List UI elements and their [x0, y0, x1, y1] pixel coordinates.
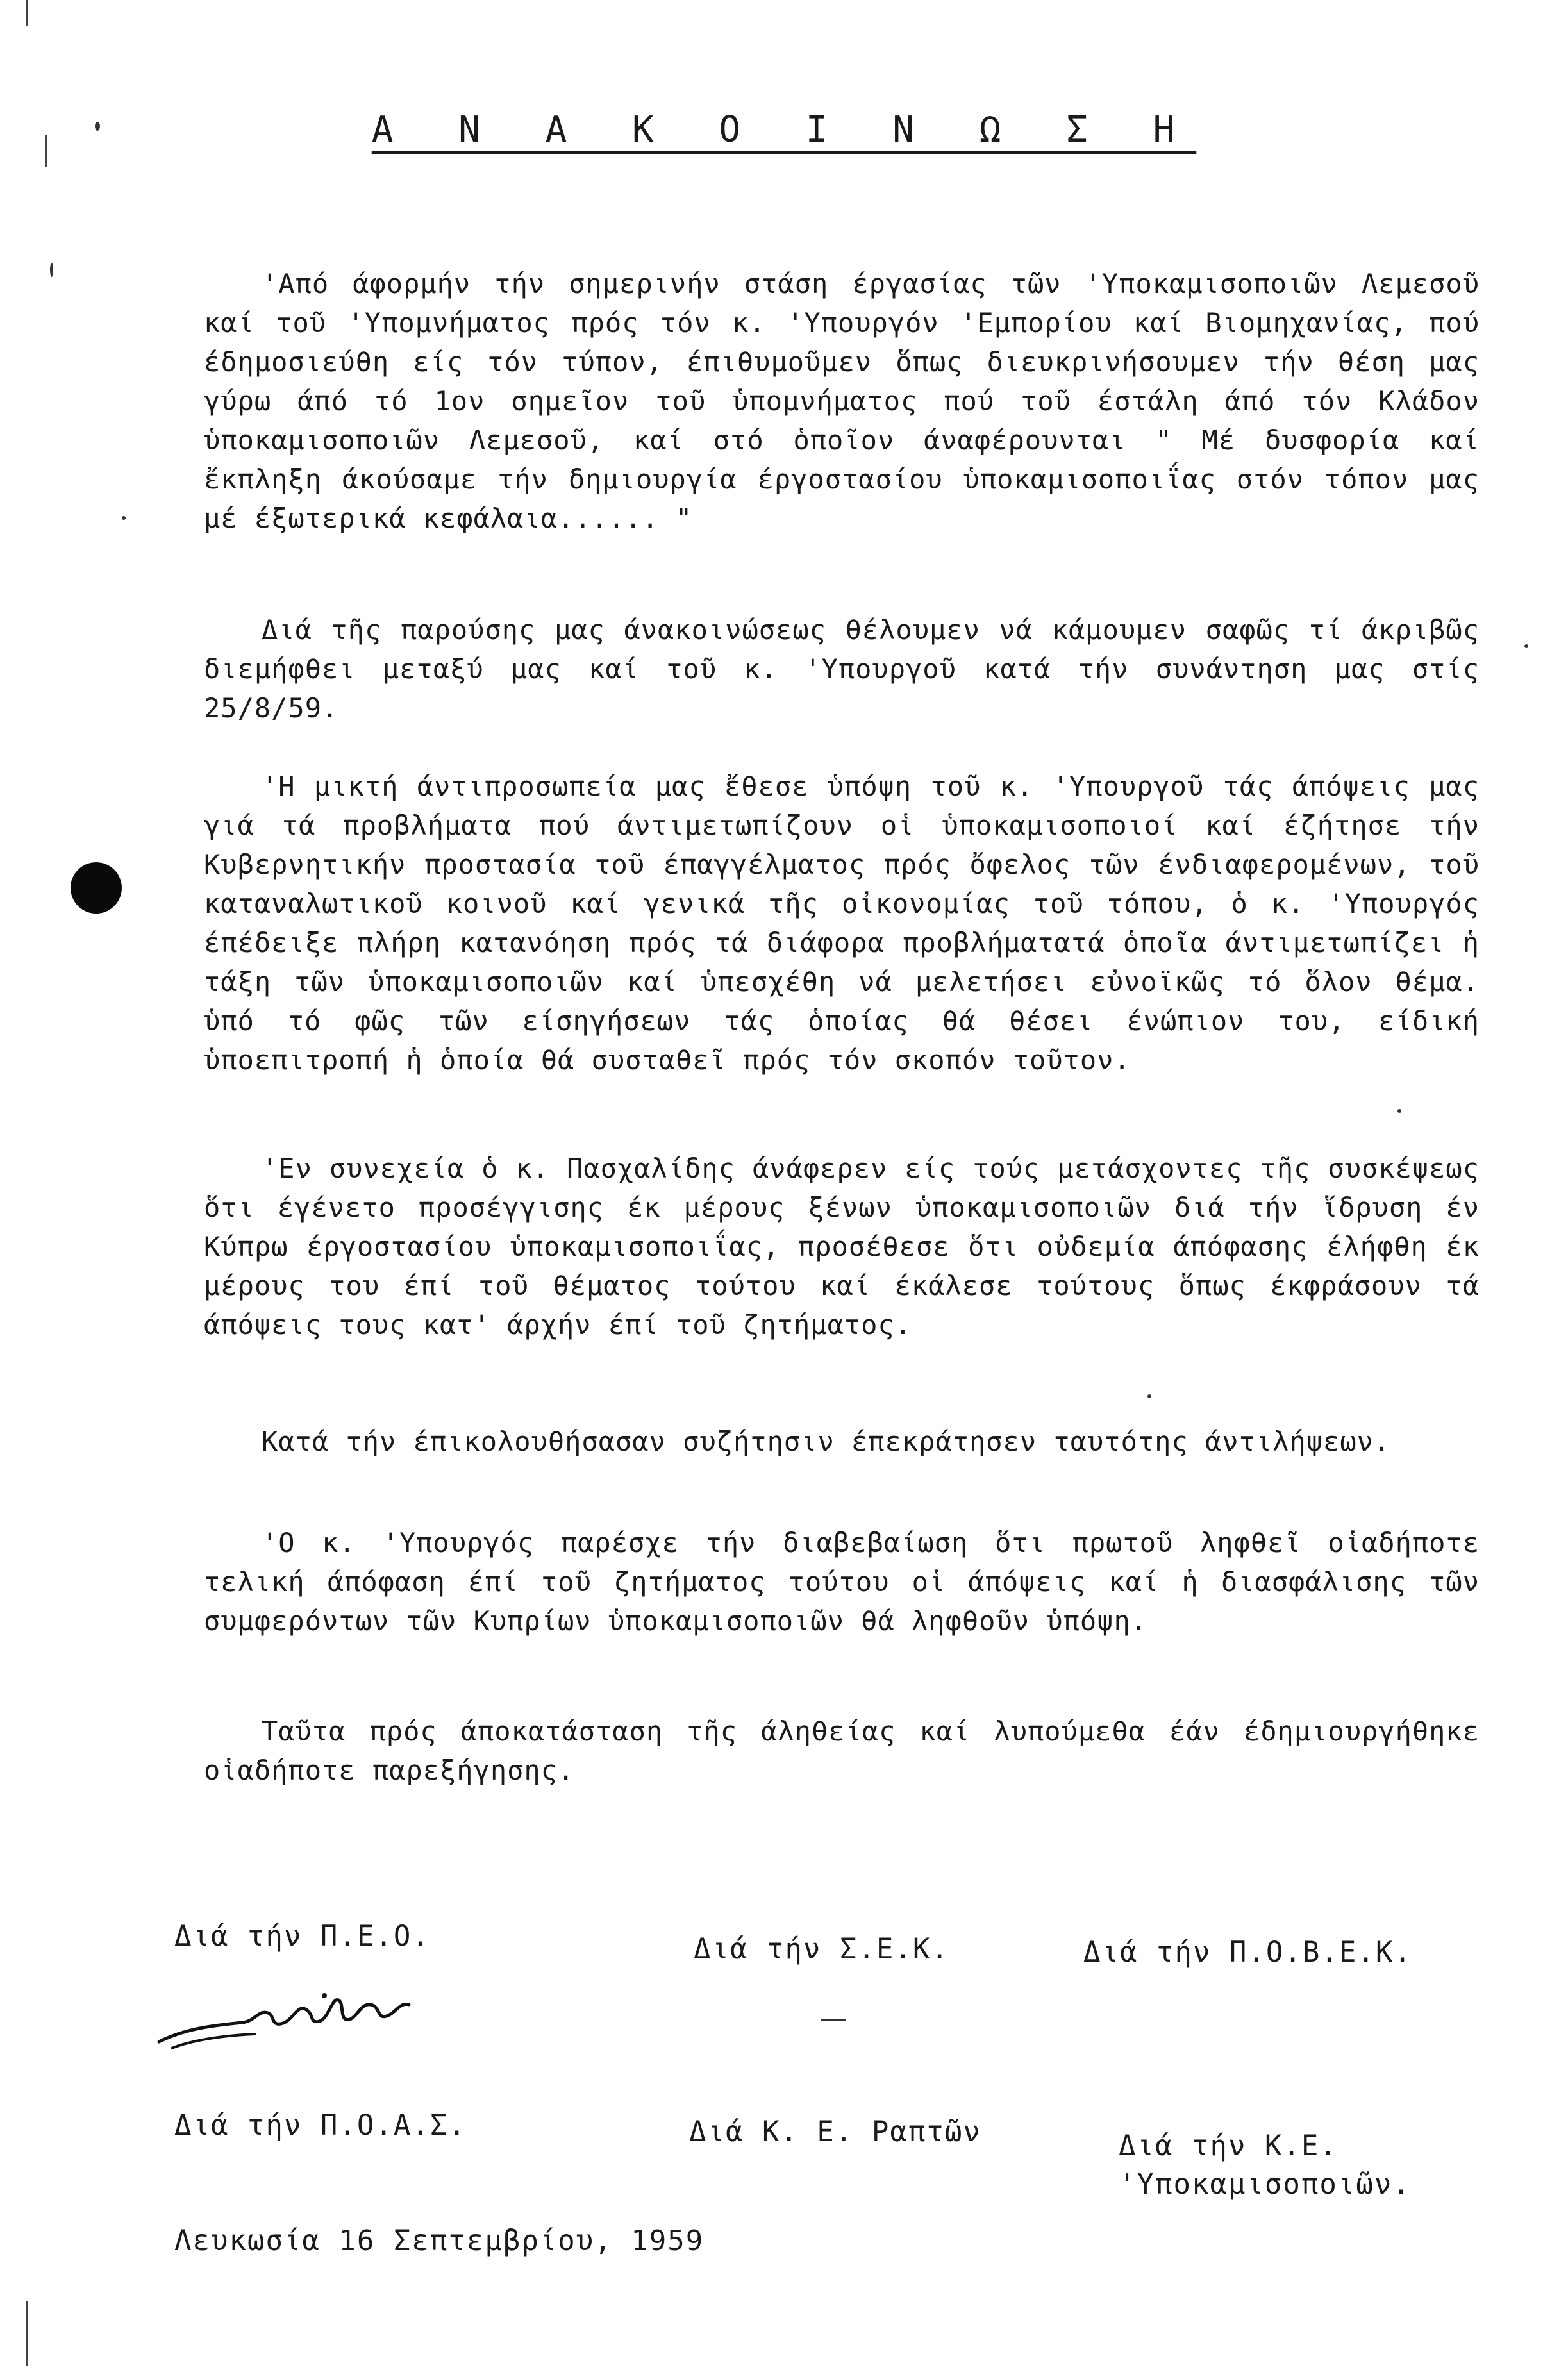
signature-label-pobek: Διά τήν Π.Ο.Β.Ε.Κ. [1083, 1936, 1412, 1969]
scan-speck [1147, 1394, 1151, 1398]
paragraph-text: Διά τῆς παρούσης μας άνακοινώσεως θέλουμεν νά κάμουμεν σαφῶς τί άκριβῶς διεμήφθει μεταξύ μας καί τοῦ κ. 'Υπουργοῦ κατά τήν συνάντηση μας στίς 25/8/59. [204, 614, 1480, 724]
body-paragraph [204, 264, 1480, 538]
paragraph-text: Κατά τήν έπικολουθήσασαν συζήτησιν έπεκράτησεν ταυτότης άντιλήψεων. [262, 1426, 1391, 1457]
signature-label-ke-line2: 'Υποκαμισοποιῶν. [1119, 2168, 1411, 2201]
body-paragraph [204, 610, 1480, 728]
scan-speck [50, 263, 53, 277]
paragraph-text: 'Εν συνεχεία ὁ κ. Πασχαλίδης άνάφερεν είς τούς μετάσχοντες τῆς συσκέψεως ὅτι έγένετο προσέγγισης έκ μέρους ξένων ὑποκαμισοποιῶν διά τήν ἵδρυση έν Κύπρω έργοστασίου ὑποκαμισοποιΐας, προσέθεσε ὅτι οὐδεμία άπόφασης έλήφθη έκ μέρους του έπί τοῦ θέματος τούτου καί έκάλεσε τούτους ὅπως έκφράσουν τά άπόψεις τους κατ' άρχήν έπί τοῦ ζητήματος. [204, 1153, 1480, 1340]
scan-mark [26, 0, 28, 26]
body-paragraph [204, 1523, 1480, 1640]
scan-speck [122, 516, 126, 520]
scan-mark [26, 2301, 28, 2366]
scan-speck [1397, 1109, 1401, 1113]
paragraph-text: Ταῦτα πρός άποκατάσταση τῆς άληθείας καί λυπούμεθα έάν έδημιουργήθηκε οἱαδήποτε παρεξήγησης. [204, 1715, 1480, 1786]
paragraph-text: 'Η μικτή άντιπροσωπεία μας ἔθεσε ὑπόψη τοῦ κ. 'Υπουργοῦ τάς άπόψεις μας γιά τά προβλήματα πού άντιμετωπίζουν οἱ ὑποκαμισοποιοί καί έζήτησε τήν Κυβερνητικήν προστασία τοῦ έπαγγέλματος πρός ὄφελος τῶν ένδιαφερομένων, τοῦ καταναλωτικοῦ κοινοῦ καί γενικά τῆς οἰκονομίας τοῦ τόπου, ὁ κ. 'Υπουργός έπέδειξε πλήρη κατανόηση πρός τά διάφορα προβλήματατά ὁποῖα άντιμετωπίζει ἡ τάξη τῶν ὑποκαμισοποιῶν καί ὑπεσχέθη νά μελετήσει εὐνοϊκῶς τό ὅλον θέμα. ὑπό τό φῶς τῶν είσηγήσεων τάς ὁποίας θά θέσει ένώπιον του, είδική ὑποεπιτροπή ἡ ὁποία θά συσταθεῖ πρός τόν σκοπόν τοῦτον. [204, 771, 1480, 1076]
signature-label-peo: Διά τήν Π.Ε.Ο. [174, 1920, 430, 1953]
signature-label-ke [1119, 2127, 1411, 2204]
handwritten-signature [146, 1965, 441, 2061]
document-title: Α Ν Α Κ Ο Ι Ν Ω Σ Η [371, 109, 1197, 151]
body-paragraph [204, 767, 1480, 1080]
signature-label-sek: Διά τήν Σ.Ε.Κ. [694, 1933, 949, 1965]
punch-hole [71, 862, 122, 914]
paragraph-text: 'Από άφορμήν τήν σημερινήν στάση έργασίας τῶν 'Υποκαμισοποιῶν Λεμεσοῦ καί τοῦ 'Υπομνήματος πρός τόν κ. 'Υπουργόν 'Εμπορίου καί Βιομηχανίας, πού έδημοσιεύθη είς τόν τύπον, έπιθυμοῦμεν ὅπως διευκρινήσουμεν τήν θέση μας γύρω άπό τό 1ον σημεῖον τοῦ ὑπομνήματος πού τοῦ έστάλη άπό τόν Κλάδον ὑποκαμισοποιῶν Λεμεσοῦ, καί στό ὁποῖον άναφέρουνται " Μέ δυσφορία καί ἔκπληξη άκούσαμε τήν δημιουργία έργοστασίου ὑποκαμισοποιΐας στόν τόπον μας μέ έξωτερικά κεφάλαια...... " [204, 268, 1480, 534]
body-paragraph [204, 1712, 1480, 1790]
scan-speck [1524, 644, 1528, 648]
body-paragraph [204, 1422, 1480, 1461]
scan-speck [821, 2019, 846, 2021]
paragraph-text: 'Ο κ. 'Υπουργός παρέσχε τήν διαβεβαίωση ὅτι πρωτοῦ ληφθεῖ οἱαδήποτε τελική άπόφαση έπί τοῦ ζητήματος τούτου οἱ άπόψεις καί ἡ διασφάλισης τῶν συμφερόντων τῶν Κυπρίων ὑποκαμισοποιῶν θά ληφθοῦν ὑπόψη. [204, 1527, 1480, 1637]
signature-label-kraptwn: Διά Κ. Ε. Ραπτῶν [689, 2115, 981, 2148]
date-line: Λευκωσία 16 Σεπτεμβρίου, 1959 [174, 2224, 705, 2257]
signature-label-poas: Διά τήν Π.Ο.Α.Σ. [174, 2109, 467, 2142]
body-paragraph [204, 1149, 1480, 1344]
signature-label-ke-line1: Διά τήν Κ.Ε. [1119, 2130, 1338, 2162]
